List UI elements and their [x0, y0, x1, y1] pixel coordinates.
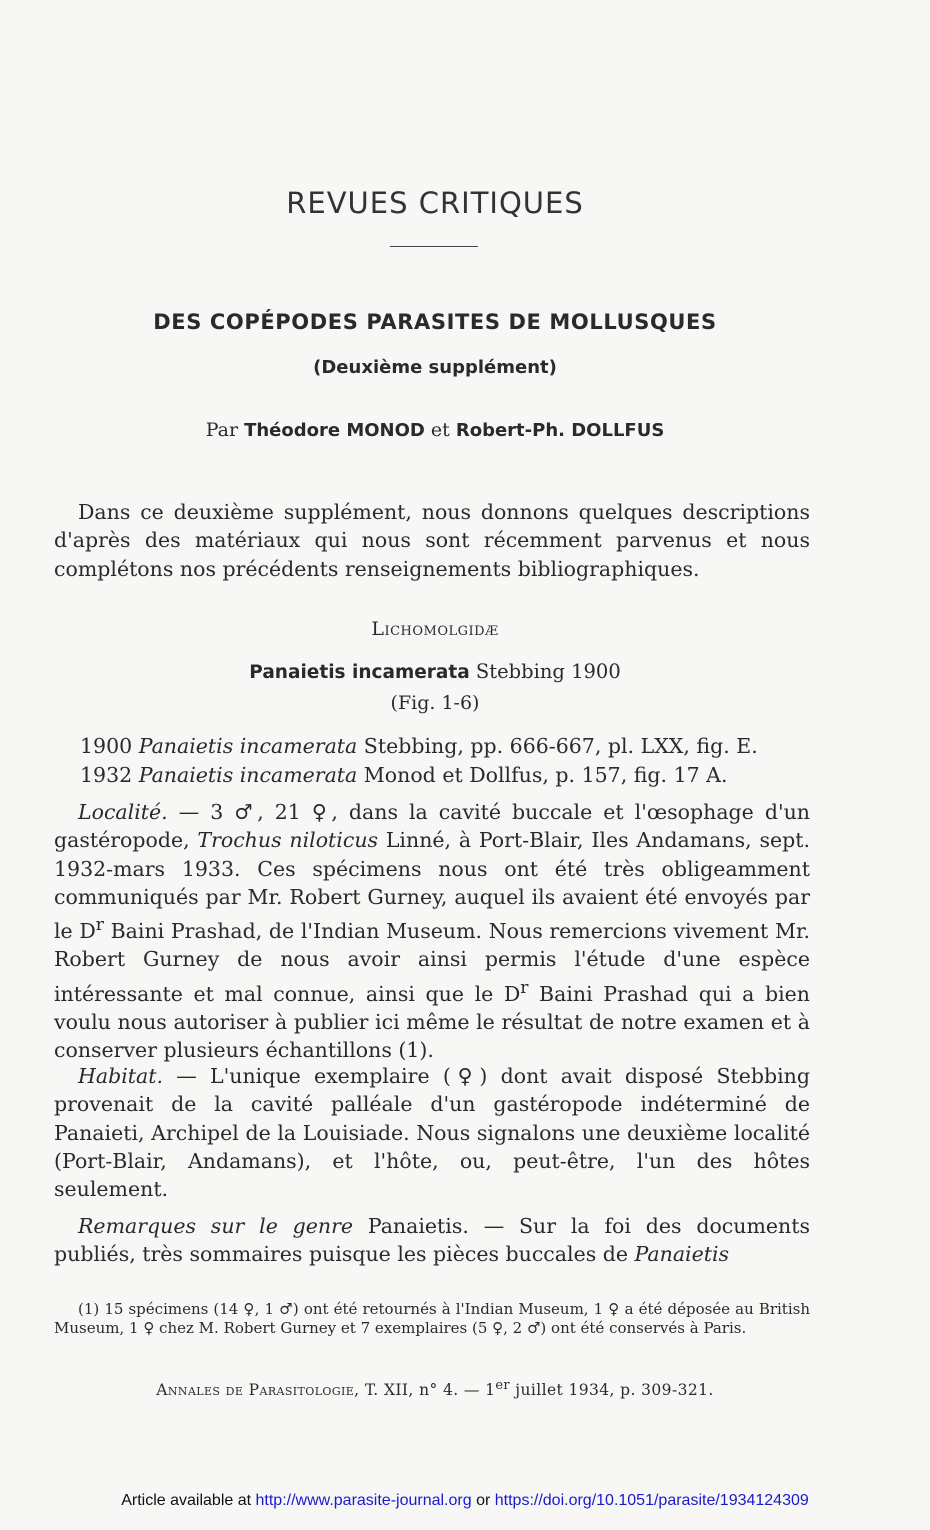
habitat-label: Habitat.	[78, 1064, 163, 1088]
title-rule	[390, 246, 478, 247]
authors-line	[0, 419, 870, 441]
habitat-paragraph	[54, 1062, 810, 1203]
species-authority: Stebbing 1900	[475, 660, 621, 683]
host-species: Trochus niloticus	[197, 828, 379, 853]
bib-year: 1900	[80, 734, 133, 758]
species-name: Panaietis incamerata	[249, 662, 470, 683]
localite-text: Baini Prashad, de l'Indian Museum. Nous remercions vivement Mr. Robert Gurney de nous avoir ainsi permis l'étude d'une espèce intéressante et mal connue, ainsi que le D	[54, 919, 811, 1006]
availability-or: or	[471, 1492, 495, 1509]
localite-label: Localité.	[78, 800, 168, 824]
bib-year: 1932	[80, 763, 133, 787]
localite-paragraph	[54, 798, 810, 1064]
availability-notice	[0, 1492, 930, 1510]
habitat-text: — L'unique exemplaire (♀) dont avait disposé Stebbing provenait de la cavité palléale d'un gastéropode indéterminé de Panaieti, Archipel de la Louisiade. Nous signalons une deuxième localité (Port-Blair, Andamans), et l'hôte, ou, peut-être, l'un des hôtes seulement.	[54, 1064, 810, 1202]
journal-citation	[0, 1378, 870, 1399]
family-heading: Lichomolgidæ	[371, 618, 499, 640]
remarques-text: — Sur la foi des documents publiés, très sommaires puisque les pièces buccales de	[54, 1214, 810, 1267]
journal-name: Annales de Parasitologie,	[156, 1381, 360, 1400]
localite-text: — 3 ♂, 21 ♀, dans la cavité buccale et l'œsophage d'un gastéropode,	[54, 800, 810, 853]
superscript: r	[520, 977, 529, 998]
article-title: DES COPÉPODES PARASITES DE MOLLUSQUES	[153, 310, 717, 334]
footnote	[54, 1300, 810, 1338]
journal-date-pages: juillet 1934, p. 309-321.	[509, 1381, 714, 1400]
bib-reference: Monod et Dollfus, p. 157, fig. 17 A.	[363, 763, 728, 787]
author-conjunction: et	[430, 419, 450, 441]
bib-taxon: Panaietis incamerata	[138, 734, 358, 758]
article-subtitle: (Deuxième supplément)	[313, 357, 557, 378]
localite-text: Linné, à Port-Blair, Iles Andamans, sept. 1932-mars 1933. Ces spécimens nous ont été très obligeamment communiqués par Mr. Robert Gurney, auquel ils avaient été envoyés par le D	[54, 828, 810, 944]
figure-reference: (Fig. 1-6)	[390, 692, 480, 714]
remarques-genus-italic: Panaietis	[634, 1242, 730, 1267]
journal-superscript: er	[495, 1378, 510, 1393]
intro-paragraph	[54, 498, 810, 583]
by-label: Par	[205, 419, 239, 441]
intro-text: Dans ce deuxième supplément, nous donnons quelques descriptions d'après des matériaux qui nous sont récemment parvenus et nous complétons nos précédents renseignements bibliographiques.	[54, 500, 810, 581]
availability-prefix: Article available at	[121, 1492, 256, 1509]
bib-reference: Stebbing, pp. 666-667, pl. LXX, fig. E.	[363, 734, 758, 758]
journal-link[interactable]: http://www.parasite-journal.org	[255, 1492, 472, 1509]
superscript: r	[95, 915, 104, 936]
doi-link[interactable]: https://doi.org/10.1051/parasite/1934124309	[494, 1492, 809, 1509]
bibliography-entry	[80, 763, 820, 787]
author-2: Robert-Ph. DOLLFUS	[455, 420, 665, 441]
species-heading	[0, 660, 870, 683]
section-title: REVUES CRITIQUES	[286, 186, 584, 220]
remarques-label: Remarques sur le genre	[78, 1214, 354, 1238]
bibliography-entry	[80, 734, 820, 758]
bib-taxon: Panaietis incamerata	[138, 763, 358, 787]
journal-volume: T. XII, n° 4. — 1	[359, 1381, 496, 1400]
remarques-genus: Panaietis.	[353, 1214, 469, 1238]
footnote-text: (1) 15 spécimens (14 ♀, 1 ♂) ont été retournés à l'Indian Museum, 1 ♀ a été déposée au British Museum, 1 ♀ chez M. Robert Gurney et 7 exemplaires (5 ♀, 2 ♂) ont été conservés à Paris.	[54, 1300, 810, 1337]
remarques-paragraph	[54, 1212, 810, 1269]
localite-text: Baini Prashad qui a bien voulu nous autoriser à publier ici même le résultat de notre examen et à conserver plusieurs échantillons (1).	[54, 981, 810, 1063]
author-1: Théodore MONOD	[244, 420, 425, 441]
